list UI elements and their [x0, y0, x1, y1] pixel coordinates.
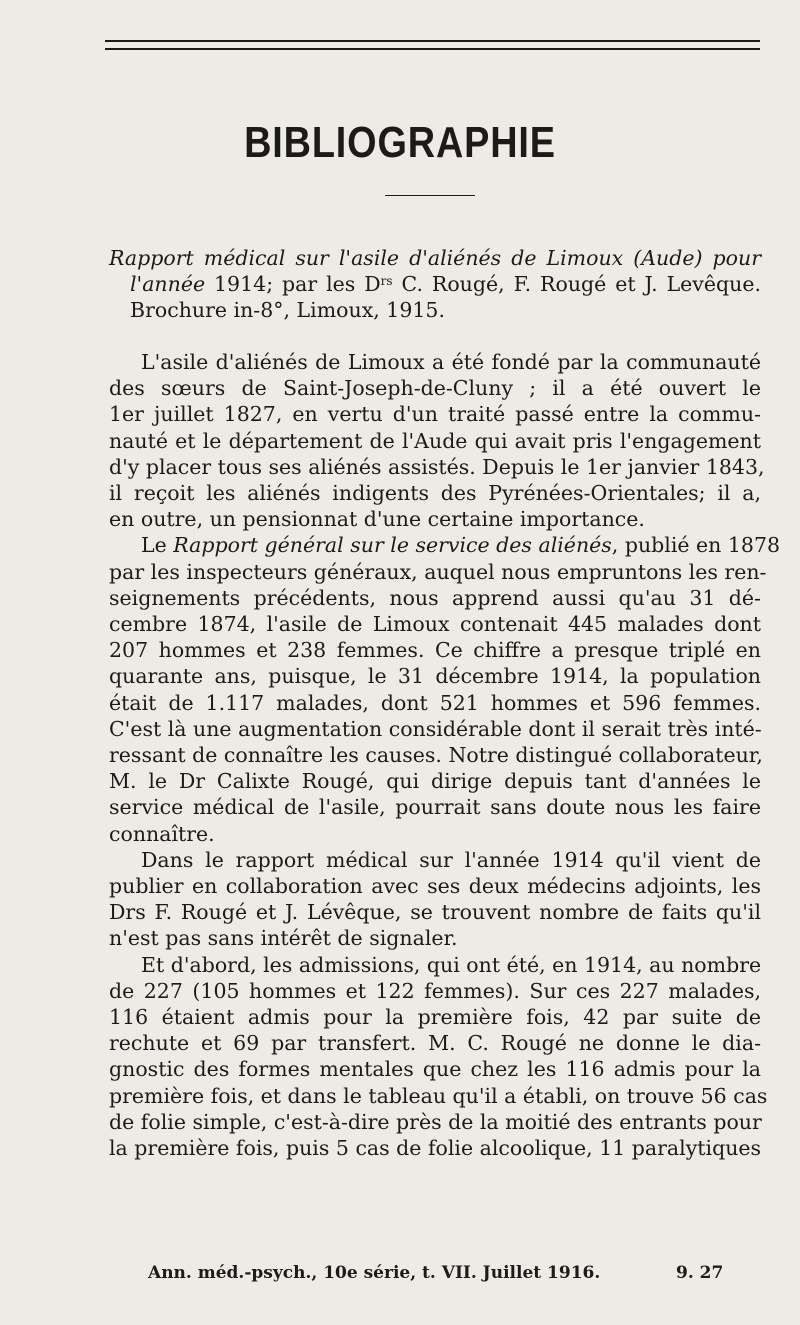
body-line: d'y placer tous ses aliénés assistés. Depuis le 1er janvier 1843,	[109, 454, 765, 479]
body-line: Drs F. Rougé et J. Lévêque, se trouvent nombre de faits qu'il	[109, 900, 761, 925]
body-line: L'asile d'aliénés de Limoux a été fondé par la communauté	[141, 350, 761, 374]
body-line: des sœurs de Saint-Joseph-de-Cluny ; il a été ouvert le	[109, 376, 761, 401]
body-line: service médical de l'asile, pourrait sans doute nous les faire	[109, 795, 761, 820]
body-line: il reçoit les aliénés indigents des Pyrénées-Orientales; il a,	[109, 481, 761, 505]
body-line: Dans le rapport médical sur l'année 1914 qu'il vient de	[141, 847, 761, 872]
body-line: quarante ans, puisque, le 31 décembre 1914, la population	[109, 664, 761, 689]
signature-mark: 9. 27	[676, 1263, 724, 1283]
body-line: n'est pas sans intérêt de signaler.	[109, 926, 458, 951]
body-line: de 227 (105 hommes et 122 femmes). Sur ces 227 malades,	[109, 978, 761, 1003]
body-line: C'est là une augmentation considérable dont il serait très inté-	[109, 716, 762, 741]
section-title: BIBLIOGRAPHIE	[244, 118, 556, 167]
body-line: seignements précédents, nous apprend aussi qu'au 31 dé-	[109, 585, 761, 610]
body-line: publier en collaboration avec ses deux médecins adjoints, les	[109, 874, 761, 898]
body-line: Le Rapport général sur le service des aliénés, publié en 1878	[141, 533, 781, 558]
body-line: par les inspecteurs généraux, auquel nous empruntons les ren-	[109, 559, 767, 584]
body-line: gnostic des formes mentales que chez les 116 admis pour la	[109, 1057, 761, 1082]
body-line: nauté et le département de l'Aude qui avait pris l'engagement	[109, 428, 761, 453]
body-line: 207 hommes et 238 femmes. Ce chiffre a presque triplé en	[109, 638, 761, 663]
body-line: Et d'abord, les admissions, qui ont été, en 1914, au nombre	[141, 952, 762, 977]
body-line: M. le Dr Calixte Rougé, qui dirige depuis tant d'années le	[109, 769, 761, 794]
body-line: en outre, un pensionnat d'une certaine importance.	[109, 507, 645, 532]
body-line: rechute et 69 par transfert. M. C. Rougé ne donne le dia-	[109, 1031, 761, 1056]
title-underline	[385, 195, 475, 196]
body-line: la première fois, puis 5 cas de folie alcoolique, 11 paralytiques	[109, 1136, 762, 1160]
page-footer	[148, 1263, 748, 1283]
body-line: était de 1.117 malades, dont 521 hommes et 596 femmes.	[109, 690, 761, 715]
body-line: 116 étaient admis pour la première fois, 42 par suite de	[109, 1005, 761, 1029]
header-rule-bottom	[105, 48, 760, 50]
reference-line-2: l'année 1914; par les $D^{rs}$ C. Rougé, F. Rougé et J. Levêque.	[130, 272, 761, 296]
reference-line-1: Rapport médical sur l'asile d'aliénés de Limoux (Aude) pour	[109, 246, 761, 270]
body-line: cembre 1874, l'asile de Limoux contenait 445 malades dont	[109, 612, 761, 636]
body-line: ressant de connaître les causes. Notre distingué collaborateur,	[109, 743, 763, 767]
header-rule-top	[105, 40, 760, 42]
journal-citation: Ann. méd.-psych., 10e série, t. VII. Juillet 1916.	[148, 1263, 601, 1283]
body-line: 1er juillet 1827, en vertu d'un traité passé entre la commu-	[109, 402, 761, 427]
body-line: première fois, et dans le tableau qu'il a établi, on trouve 56 cas	[109, 1083, 768, 1108]
body-line: connaître.	[109, 821, 215, 846]
reference-line-3: Brochure in-8°, Limoux, 1915.	[130, 298, 445, 322]
body-line: de folie simple, c'est-à-dire près de la moitié des entrants pour	[109, 1109, 762, 1134]
